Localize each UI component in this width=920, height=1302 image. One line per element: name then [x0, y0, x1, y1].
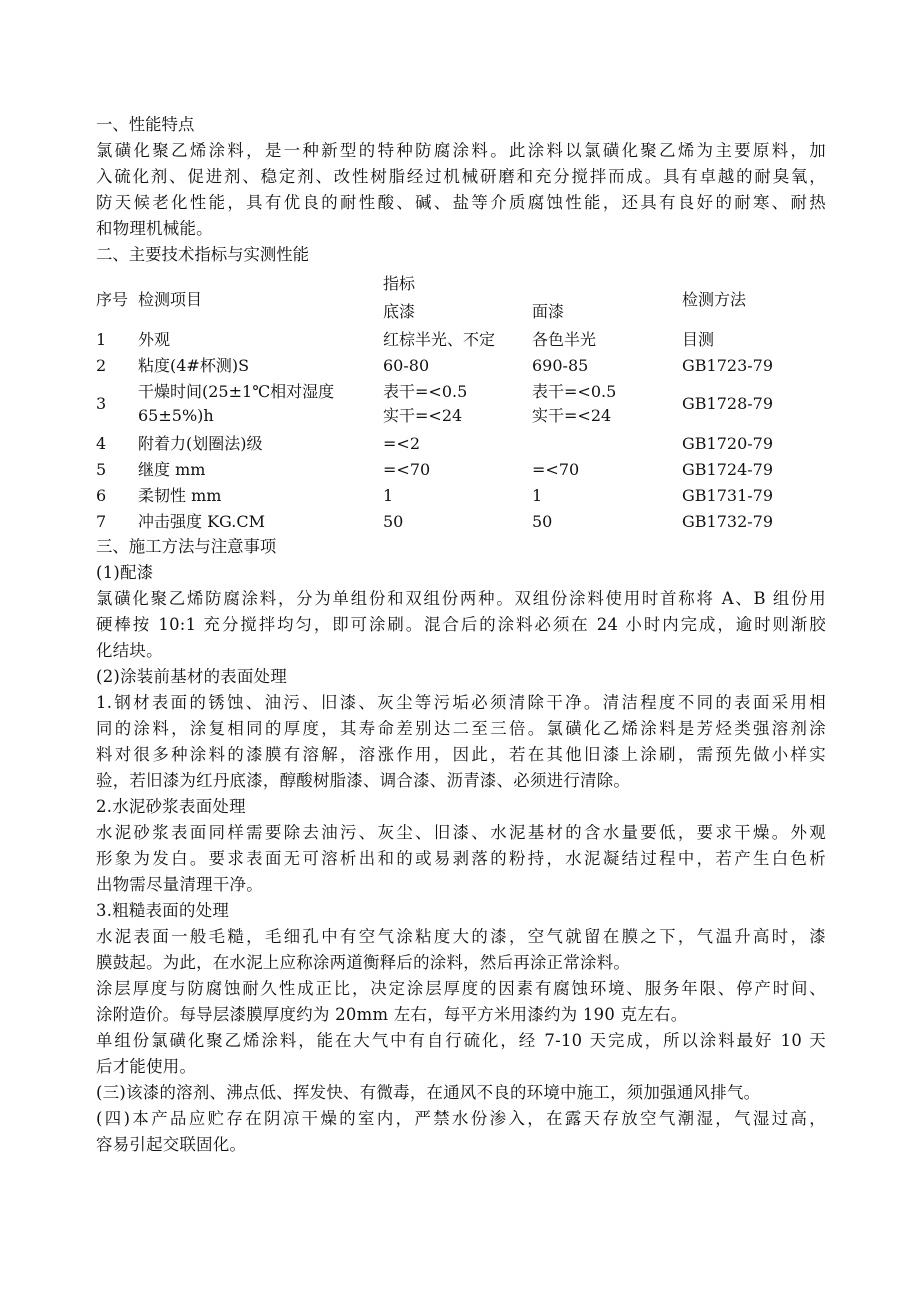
table-cell-base: 1: [383, 486, 394, 505]
table-cell-top: 实干=<24: [532, 406, 612, 425]
header-item: 检测项目: [138, 290, 203, 309]
document-page: [96, 112, 826, 1158]
table-cell-no: 1: [96, 330, 107, 349]
table-cell-base: =<70: [383, 460, 431, 479]
table-cell-item: 外观: [138, 330, 171, 349]
table-cell-method: GB1720-79: [682, 434, 774, 453]
table-cell-top: =<70: [532, 460, 580, 479]
subheading-rough: 3.粗糙表面的处理: [96, 901, 230, 920]
text-line: 防天候老化性能，具有优良的耐性酸、碱、盐等介质腐蚀性能，还具有良好的耐寒、耐热: [96, 193, 826, 212]
table-cell-item: 柔韧性 mm: [138, 486, 222, 505]
text-line: 涂附造价。每导层漆膜厚度约为 20mm 左右，每平方米用漆约为 190 克左右。: [96, 1005, 688, 1024]
table-cell-method: GB1724-79: [682, 460, 774, 479]
header-top: 面漆: [532, 302, 565, 321]
text-line: 出物需尽量清理干净。: [96, 875, 263, 894]
text-line: 料对很多种涂料的漆膜有溶解，溶涨作用，因此，若在其他旧漆上涂刷，需预先做小样实: [96, 745, 826, 764]
mixing-paragraph: [96, 586, 826, 664]
table-cell-method: GB1723-79: [682, 356, 774, 375]
table-cell-base: 表干=<0.5: [383, 382, 468, 401]
subheading-cement: 2.水泥砂浆表面处理: [96, 797, 246, 816]
table-cell-no: 4: [96, 434, 107, 453]
table-cell-no: 3: [96, 394, 107, 413]
text-line: 单组份氯磺化聚乙烯涂料，能在大气中有自行硫化，经 7-10 天完成，所以涂料最好 10 天: [96, 1031, 826, 1050]
table-cell-method: GB1728-79: [682, 394, 774, 413]
text-line: 后才能使用。: [96, 1057, 197, 1076]
subheading-surface: (2)涂装前基材的表面处理: [96, 667, 288, 686]
storage-paragraph: [96, 1106, 826, 1158]
thickness-paragraph: [96, 976, 826, 1028]
text-line: 氯磺化聚乙烯涂料，是一种新型的特种防腐涂料。此涂料以氯磺化聚乙烯为主要原料，加: [96, 141, 826, 160]
table-cell-item: 附着力(划圈法)级: [138, 434, 263, 453]
table-cell-base: =<2: [383, 434, 420, 453]
text-line: 膜鼓起。为此，在水泥上应称涂两道衡释后的涂料，然后再涂正常涂料。: [96, 953, 631, 972]
table-cell-item: 继度 mm: [138, 460, 206, 479]
table-cell-base: 50: [383, 512, 404, 531]
text-line: 同的涂料，涂复相同的厚度，其寿命差别达二至三倍。氯磺化乙烯涂料是芳烃类强溶剂涂: [96, 719, 826, 738]
spec-table: [96, 268, 826, 534]
table-cell-method: GB1731-79: [682, 486, 774, 505]
table-cell-no: 5: [96, 460, 107, 479]
text-line: 形象为发白。要求表面无可溶析出和的或易剥落的粉持，水泥凝结过程中，若产生白色析: [96, 849, 826, 868]
table-cell-top: 表干=<0.5: [532, 382, 617, 401]
header-method: 检测方法: [682, 290, 747, 309]
note-ventilation: (三)该漆的溶剂、沸点低、挥发快、有微毒，在通风不良的环境中施工，须加强通风排气。: [96, 1083, 761, 1102]
table-cell-no: 6: [96, 486, 107, 505]
table-cell-base: 实干=<24: [383, 406, 463, 425]
text-line: 和物理机械能。: [96, 219, 213, 238]
table-cell-top: 各色半光: [532, 330, 597, 349]
table-cell-top: 50: [532, 512, 553, 531]
text-line: (四)本产品应贮存在阴凉干燥的室内，严禁水份渗入，在露天存放空气潮湿，气湿过高，: [96, 1109, 826, 1128]
table-cell-no: 7: [96, 512, 107, 531]
header-spec: 指标: [383, 274, 416, 293]
table-cell-no: 2: [96, 356, 107, 375]
table-cell-base: 60-80: [383, 356, 430, 375]
table-cell-item: 粘度(4#杯测)S: [138, 356, 250, 375]
cement-paragraph: [96, 820, 826, 898]
section2-heading: 二、主要技术指标与实测性能: [96, 245, 310, 264]
text-line: 验，若旧漆为红丹底漆，醇酸树脂漆、调合漆、沥青漆、必须进行清除。: [96, 771, 631, 790]
text-line: 涂层厚度与防腐蚀耐久性成正比，决定涂层厚度的因素有腐蚀环境、服务年限、停产时间、: [96, 979, 826, 998]
section1-heading: 一、性能特点: [96, 115, 195, 134]
table-cell-top: 1: [532, 486, 543, 505]
text-line: 容易引起交联固化。: [96, 1135, 247, 1154]
table-cell-base: 红棕半光、不定: [383, 330, 496, 349]
text-line: 氯磺化聚乙烯防腐涂料，分为单组份和双组份两种。双组份涂料使用时首称将 A、B 组份用: [96, 589, 826, 608]
section3-heading: 三、施工方法与注意事项: [96, 537, 277, 556]
text-line: 水泥砂浆表面同样需要除去油污、灰尘、旧漆、水泥基材的含水量要低，要求干燥。外观: [96, 823, 826, 842]
text-line: 硬棒按 10:1 充分搅拌均匀，即可涂刷。混合后的涂料必须在 24 小时内完成，逾时则渐胶: [96, 615, 826, 634]
subheading-mixing: (1)配漆: [96, 563, 154, 582]
table-cell-item: 冲击强度 KG.CM: [138, 512, 265, 531]
table-cell-top: 690-85: [532, 356, 589, 375]
steel-paragraph: [96, 690, 826, 794]
header-base: 底漆: [383, 302, 416, 321]
text-line: 入硫化剂、促进剂、稳定剂、改性树脂经过机械研磨和充分搅拌而成。具有卓越的耐臭氧，: [96, 167, 826, 186]
text-line: 1.钢材表面的锈蚀、油污、旧漆、灰尘等污垢必须清除干净。清洁程度不同的表面采用相: [96, 693, 826, 712]
single-component-paragraph: [96, 1028, 826, 1080]
section1-paragraph: [96, 138, 826, 242]
text-line: 水泥表面一般毛糙，毛细孔中有空气涂粘度大的漆，空气就留在膜之下，气温升高时，漆: [96, 927, 826, 946]
text-line: 化结块。: [96, 641, 163, 660]
table-cell-item: 干燥时间(25±1℃相对湿度: [138, 382, 335, 401]
table-cell-method: 目测: [682, 330, 715, 349]
rough-paragraph: [96, 924, 826, 976]
table-cell-item: 65±5%)h: [138, 406, 214, 425]
header-no: 序号: [96, 290, 129, 309]
table-cell-method: GB1732-79: [682, 512, 774, 531]
